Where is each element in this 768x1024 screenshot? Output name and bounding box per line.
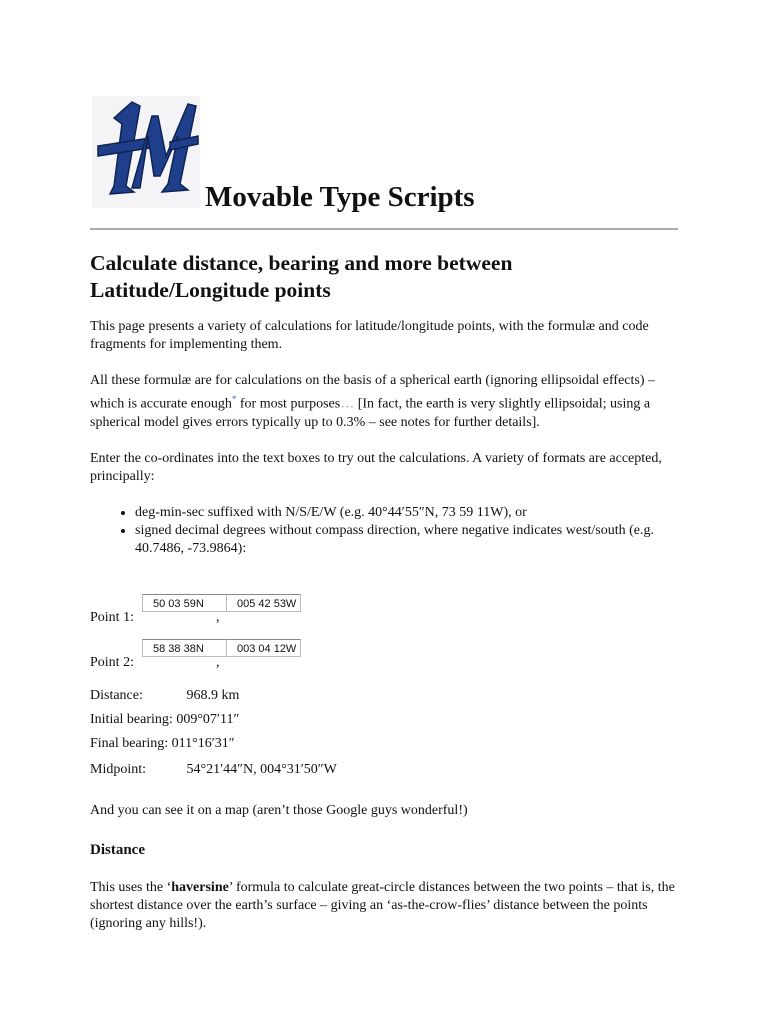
final-bearing-row: [90, 736, 235, 752]
point2-label: Point 2:: [90, 655, 134, 670]
intro-paragraph: This page presents a variety of calculations for latitude/longitude points, with the formulæ and code fragments for implementing them.: [90, 319, 649, 352]
point1-row: [90, 594, 310, 626]
midpoint-value: 54°21′44″N, 004°31′50″W: [186, 762, 337, 777]
footnote-link[interactable]: *: [231, 394, 237, 404]
after-results: [90, 802, 680, 951]
point2-lat-input[interactable]: 58 38 38N: [142, 639, 244, 657]
haversine-paragraph: [90, 879, 680, 933]
point2-lon-input[interactable]: 003 04 12W: [226, 639, 301, 657]
instructions-paragraph: Enter the co-ordinates into the text boxes to try out the calculations. A variety of formats are accepted, principally:: [90, 450, 662, 484]
initial-bearing-row: [90, 712, 239, 728]
midpoint-row: [90, 762, 337, 778]
point2-row: [90, 639, 310, 671]
distance-heading: Distance: [90, 842, 145, 858]
initial-bearing-value: 009°07′11″: [176, 712, 240, 727]
logo-monogram-icon: [92, 96, 200, 208]
format-item-dms: • deg-min-sec suffixed with N/S/E/W (e.g. 40°44′55″N, 73 59 11W), or: [135, 504, 680, 522]
format-item-decimal: • signed decimal degrees without compass direction, where negative indicates west/south (e.g. 40.7486, -73.9864):: [135, 522, 680, 558]
map-link-paragraph[interactable]: And you can see it on a map (aren’t those Google guys wonderful!): [90, 803, 468, 818]
initial-bearing-label: Initial bearing:: [90, 712, 173, 727]
format-list: [90, 504, 680, 558]
page-heading: Calculate distance, bearing and more between Latitude/Longitude points: [90, 251, 513, 302]
header-divider: [90, 228, 678, 230]
spherical-note-paragraph: [90, 372, 680, 432]
article-body: [90, 250, 680, 574]
haversine-text-end: ’ formula to calculate great-circle distances between the two points – that is, the shortest distance over the earth’s surface – giving an ‘as-the-crow-flies’ distance between the points (ignoring any hills!).: [90, 880, 675, 931]
haversine-text-start: This uses the ‘: [90, 880, 172, 895]
distance-value: 968.9 km: [186, 688, 240, 703]
site-logo[interactable]: [92, 96, 200, 208]
midpoint-label: Midpoint:: [90, 762, 147, 777]
spherical-note-end: [In fact, the earth is very slightly ellipsoidal; using a spherical model gives errors typically up to 0.3% – see notes for further details].: [90, 396, 651, 430]
distance-row: [90, 688, 239, 704]
point1-separator: ,: [216, 610, 220, 625]
site-title: Movable Type Scripts: [205, 181, 475, 213]
ellipsis-link[interactable]: …: [340, 396, 355, 412]
spherical-note-text: All these formulæ are for calculations on the basis of a spherical earth (ignoring ellipsoidal effects) – which is accurate enough: [90, 373, 656, 412]
point1-label: Point 1:: [90, 610, 134, 625]
point1-lat-input[interactable]: 50 03 59N: [142, 594, 244, 612]
haversine-term: haversine: [171, 880, 229, 895]
point2-separator: ,: [216, 655, 220, 670]
final-bearing-label: Final bearing:: [90, 736, 169, 751]
final-bearing-value: 011°16′31″: [171, 736, 235, 751]
spherical-note-mid: for most purposes: [236, 396, 341, 412]
point1-lon-input[interactable]: 005 42 53W: [226, 594, 301, 612]
distance-label: Distance:: [90, 688, 143, 703]
